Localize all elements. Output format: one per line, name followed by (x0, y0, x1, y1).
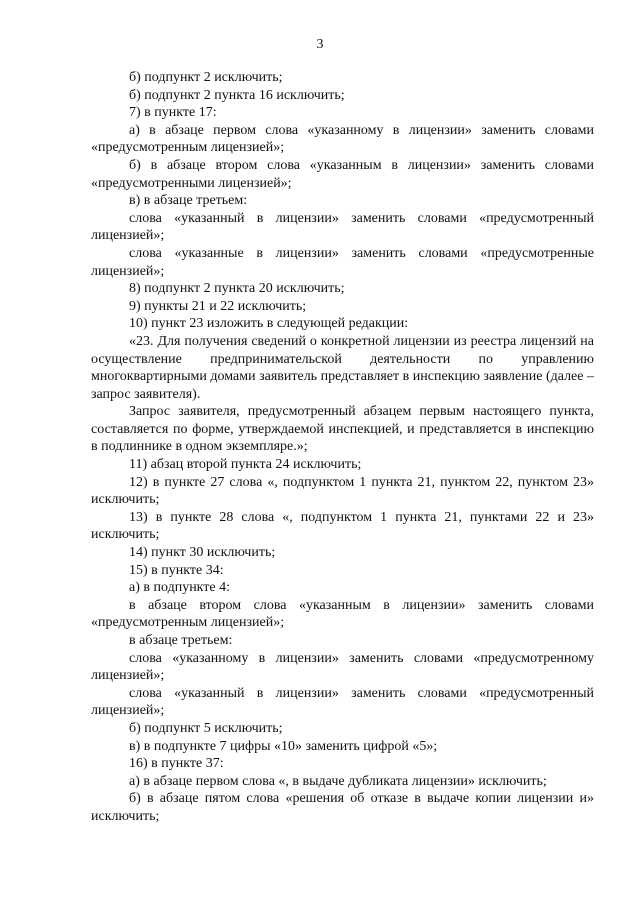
paragraph: слова «указанный в лицензии» заменить словами «предусмотренный лицензией»; (91, 685, 594, 719)
paragraph: 7) в пункте 17: (129, 105, 217, 121)
paragraph: «23. Для получения сведений о конкретной лицензии из реестра лицензий на осуществление предпринимательской деятельности по управлению многоквартирными домами заявитель представляет в инспекцию заявление (далее – запрос заявителя). (91, 333, 594, 402)
paragraph: 13) в пункте 28 слова «, подпунктом 1 пункта 21, пунктами 22 и 23» исключить; (91, 509, 594, 543)
paragraph: б) в абзаце пятом слова «решения об отказе в выдаче копии лицензии и» исключить; (91, 791, 594, 824)
page-number: 3 (316, 37, 324, 52)
paragraph: б) в абзаце втором слова «указанным в лицензии» заменить словами «предусмотренными лицензией»; (91, 157, 594, 191)
paragraph: б) подпункт 2 пункта 16 исключить; (129, 87, 345, 103)
paragraph: а) в подпункте 4: (129, 580, 231, 596)
paragraph: в) в абзаце третьем: (129, 193, 248, 209)
paragraph: слова «указанные в лицензии» заменить словами «предусмотренные лицензией»; (91, 245, 594, 279)
paragraph: 10) пункт 23 изложить в следующей редакции: (129, 316, 409, 332)
paragraph: слова «указанный в лицензии» заменить словами «предусмотренный лицензией»; (91, 210, 594, 244)
paragraph: 16) в пункте 37: (129, 756, 224, 772)
paragraph: б) подпункт 2 исключить; (129, 70, 283, 85)
paragraph: слова «указанному в лицензии» заменить словами «предусмотренному лицензией»; (91, 650, 594, 684)
paragraph: 14) пункт 30 исключить; (129, 545, 276, 561)
paragraph: 12) в пункте 27 слова «, подпунктом 1 пункта 21, пунктом 22, пунктом 23» исключить; (91, 474, 594, 508)
paragraph: а) в абзаце первом слова «, в выдаче дубликата лицензии» исключить; (129, 773, 547, 789)
paragraph: 15) в пункте 34: (129, 562, 224, 578)
paragraph: 8) подпункт 2 пункта 20 исключить; (129, 281, 345, 297)
paragraph: а) в абзаце первом слова «указанному в лицензии» заменить словами «предусмотренным лицензией»; (91, 122, 594, 156)
document-body (91, 69, 594, 826)
paragraph: в абзаце третьем: (129, 633, 233, 648)
paragraph: 9) пункты 21 и 22 исключить; (129, 298, 307, 314)
paragraph: Запрос заявителя, предусмотренный абзацем первым настоящего пункта, составляется по форме, утверждаемой инспекцией, и представляется в инспекцию в подлиннике в одном экземпляре.»; (91, 404, 594, 455)
paragraph: б) подпункт 5 исключить; (129, 720, 283, 736)
paragraph: в) в подпункте 7 цифры «10» заменить цифрой «5»; (129, 738, 438, 754)
paragraph: 11) абзац второй пункта 24 исключить; (129, 457, 362, 473)
paragraph: в абзаце втором слова «указанным в лицензии» заменить словами «предусмотренным лицензией»; (91, 597, 594, 631)
